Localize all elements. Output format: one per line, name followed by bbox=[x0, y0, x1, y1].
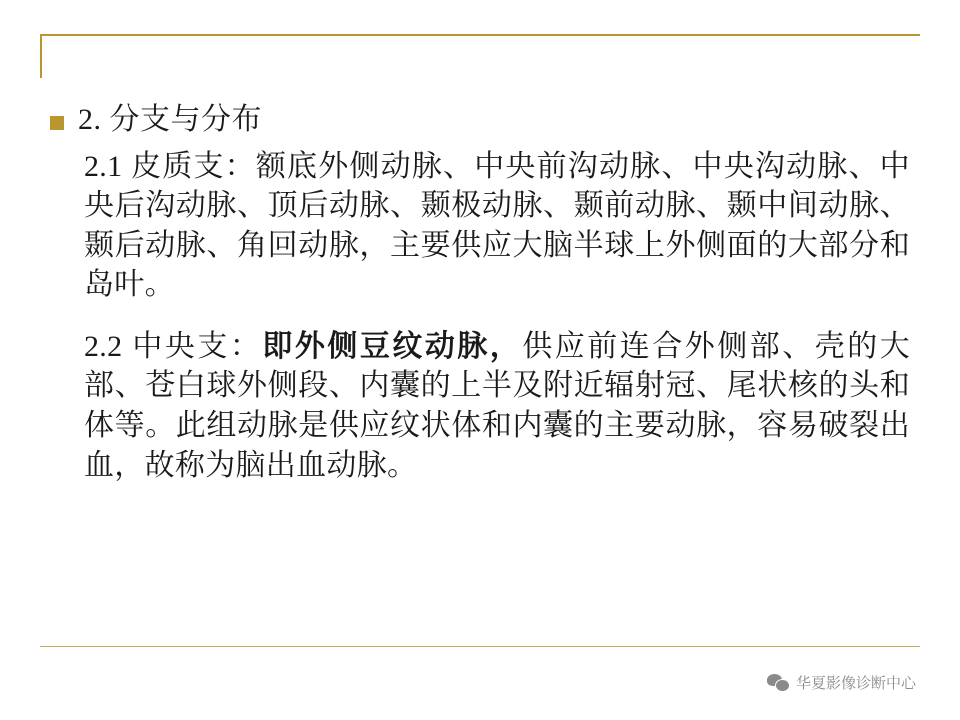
decorative-top-rule bbox=[40, 34, 920, 36]
slide-content bbox=[50, 100, 910, 495]
heading-row bbox=[50, 100, 910, 141]
slide-heading: 2. 分支与分布 bbox=[78, 103, 262, 136]
wechat-icon bbox=[767, 674, 789, 692]
paragraph-2-lead: 2.2 中央支： bbox=[84, 329, 263, 363]
paragraph-1-lead: 2.1 皮质支： bbox=[84, 149, 256, 183]
watermark bbox=[767, 672, 916, 693]
paragraph-central-branches bbox=[84, 327, 910, 485]
decorative-bottom-rule bbox=[40, 646, 920, 647]
paragraph-1-body: 额底外侧动脉、中央前沟动脉、中央沟动脉、中央后沟动脉、顶后动脉、颞极动脉、颞前动脉、颞中间动脉、颞后动脉、角回动脉，主要供应大脑半球上外侧面的大部分和岛叶。 bbox=[84, 149, 910, 302]
paragraph-2-emphasis: 即外侧豆纹动脉， bbox=[262, 329, 523, 363]
paragraph-cortical-branches bbox=[84, 147, 910, 305]
slide-footer bbox=[0, 660, 960, 720]
square-bullet-icon bbox=[50, 116, 64, 130]
watermark-label: 华夏影像诊断中心 bbox=[795, 675, 916, 692]
decorative-left-rule bbox=[40, 34, 42, 78]
paragraph-2-body: 供应前连合外侧部、壳的大部、苍白球外侧段、内囊的上半及附近辐射冠、尾状核的头和体等。此组动脉是供应纹状体和内囊的主要动脉，容易破裂出血，故称为脑出血动脉。 bbox=[84, 329, 910, 482]
